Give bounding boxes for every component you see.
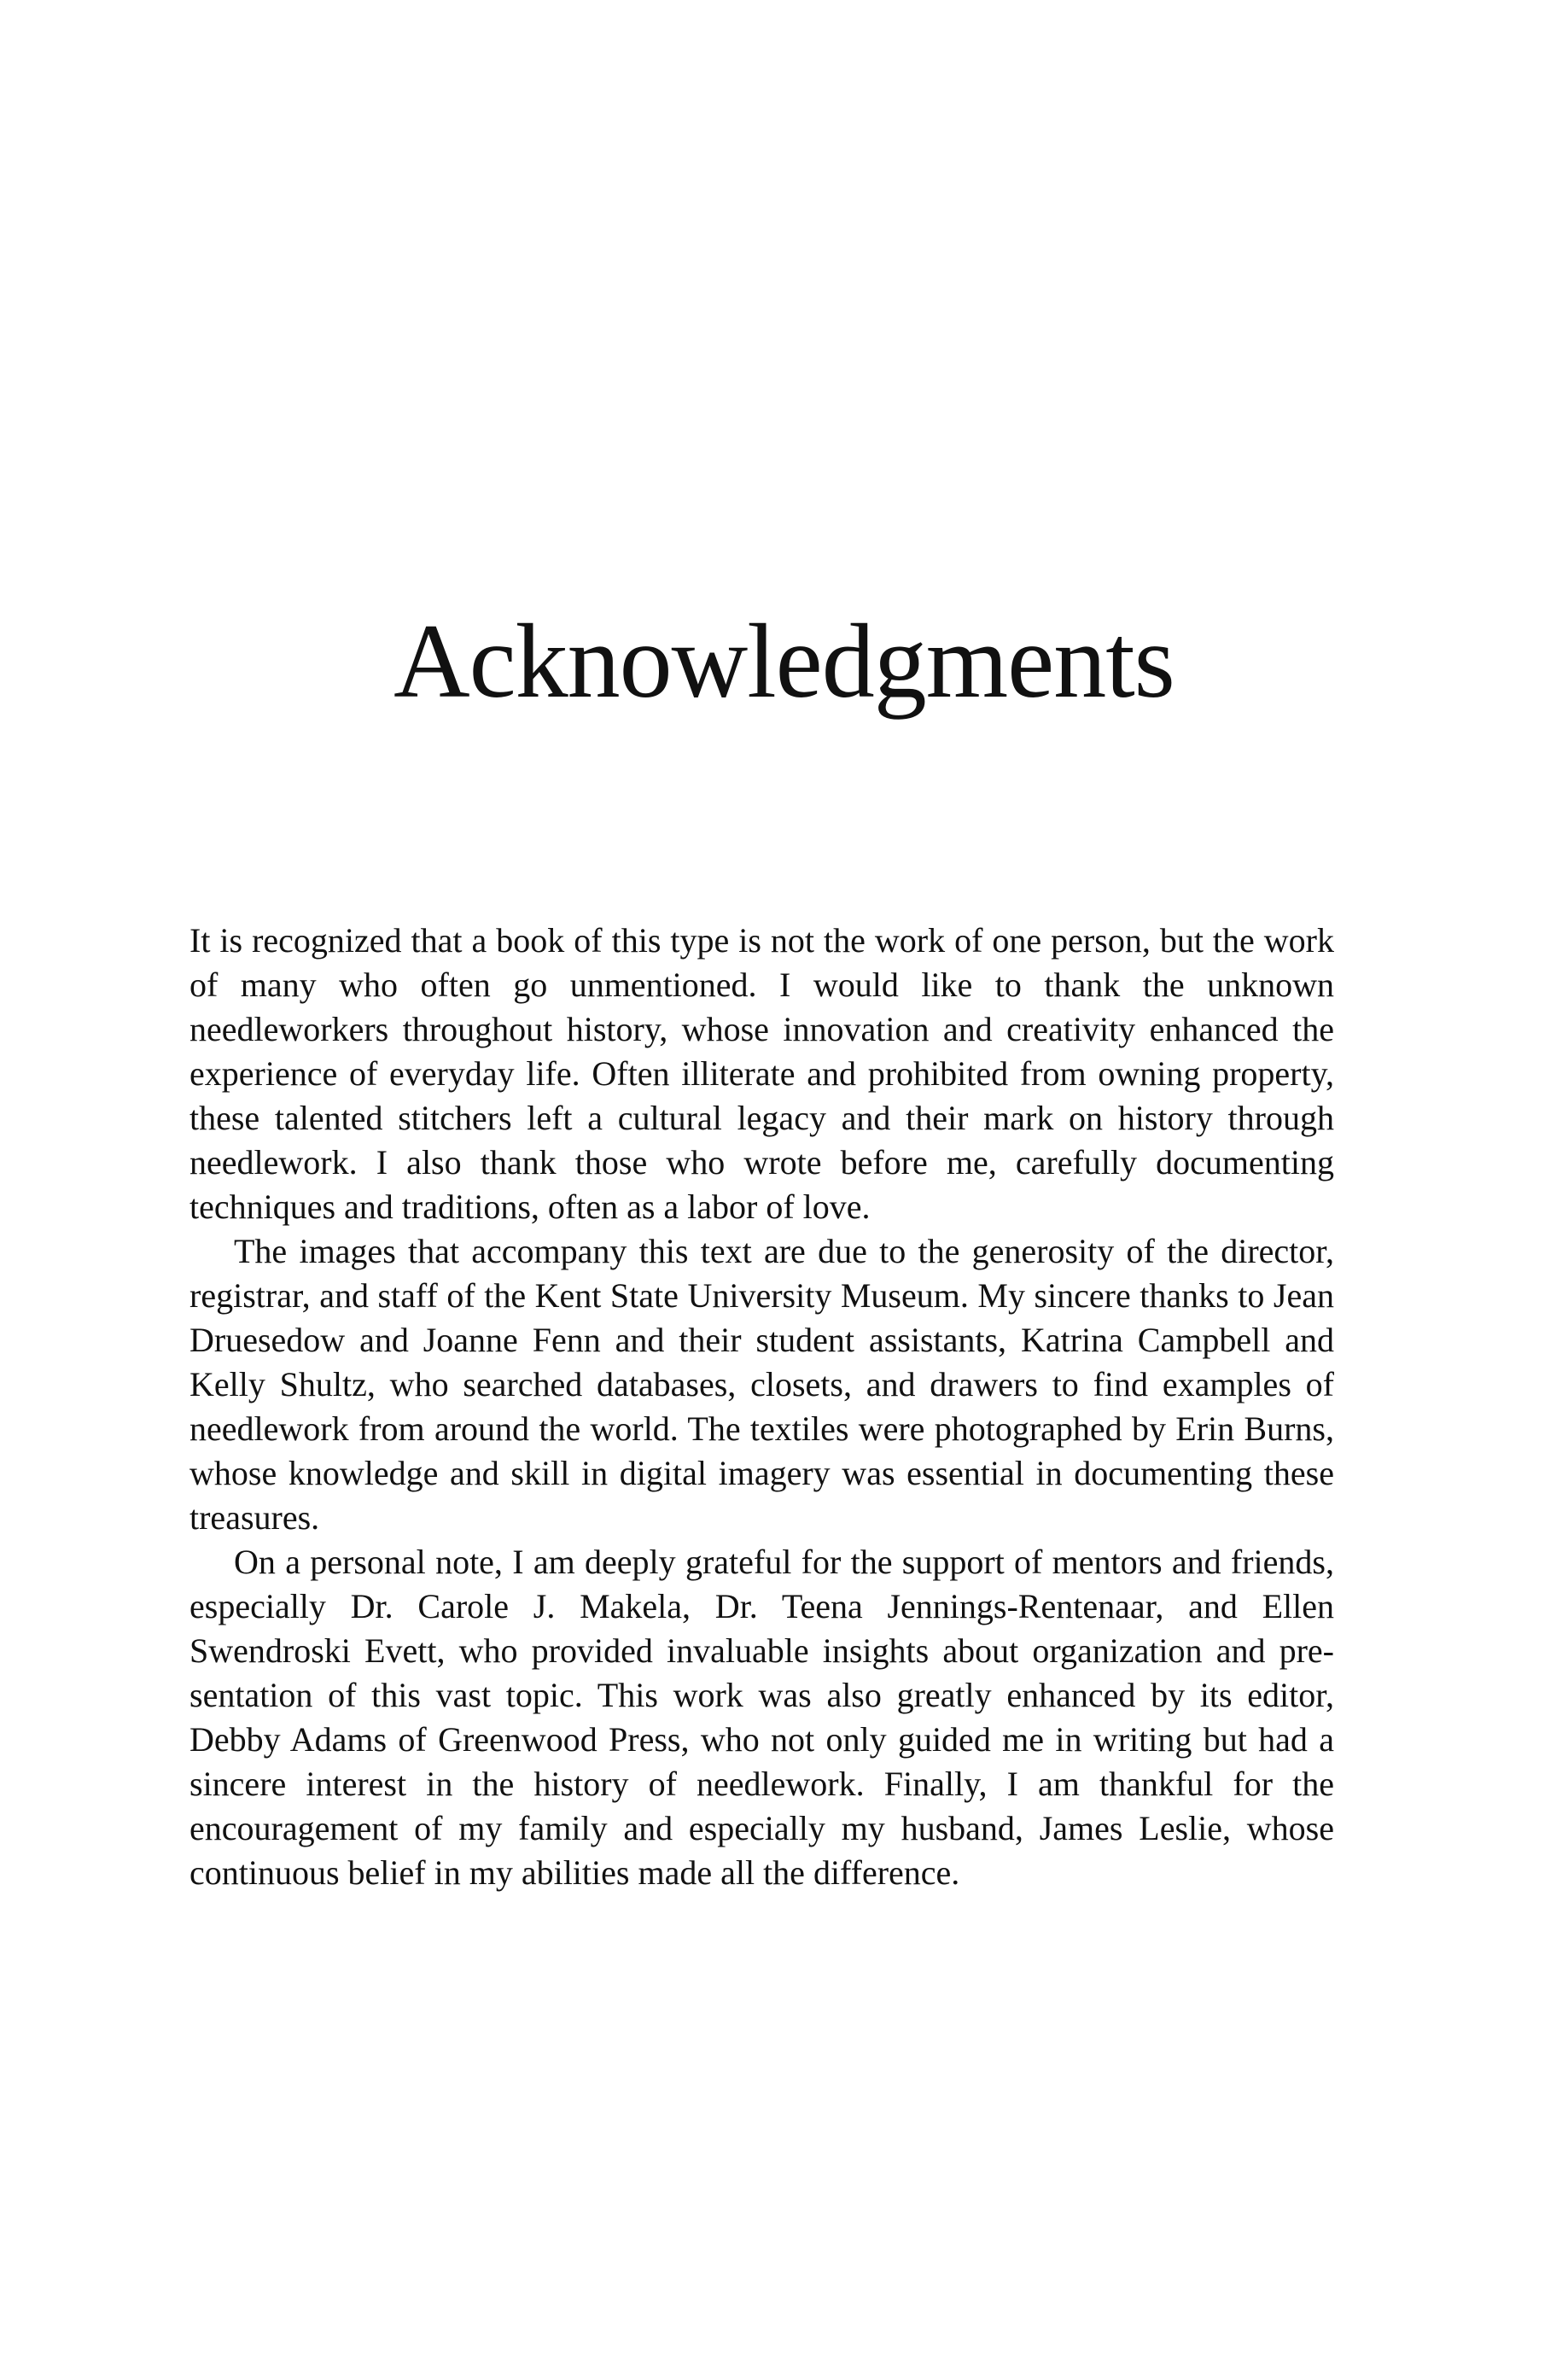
acknowledgments-body bbox=[189, 919, 1334, 1895]
page-title: Acknowledgments bbox=[393, 603, 1175, 720]
paragraph-2: The images that accompany this text are due to the generosity of the director, registrar, and staff of the Kent State University Museum. My sincere thanks to Jean Druesedow and Joanne Fenn and their student assistants, Katrina Campbell and Kelly Shultz, who searched databases, closets, and drawers to find examples of needlework from around the world. The textiles were photographed by Erin Burns, whose knowledge and skill in digital imagery was essential in documenting these treasures. bbox=[189, 1232, 1334, 1537]
paragraph-1: It is recognized that a book of this type is not the work of one person, but the work of many who often go unmentioned. I would like to thank the unknown needleworkers throughout history, whose innovation and creativity enhanced the experience of everyday life. Often illiterate and prohibited from owning property, these talented stitchers left a cultural legacy and their mark on history through needlework. I also thank those who wrote before me, carefully documenting techniques and traditions, often as a labor of love. bbox=[189, 921, 1334, 1226]
paragraph-3: On a personal note, I am deeply grateful for the support of mentors and friends, especially Dr. Carole J. Makela, Dr. Teena Jennings-Rentenaar, and Ellen Swendroski Evett, who provided invaluable insights about organization and presentation of this vast topic. This work was also greatly enhanced by its editor, Debby Adams of Greenwood Press, who not only guided me in writing but had a sincere interest in the history of needlework. Finally, I am thankful for the encouragement of my family and especially my husband, James Leslie, whose continuous belief in my abilities made all the difference. bbox=[189, 1543, 1334, 1892]
